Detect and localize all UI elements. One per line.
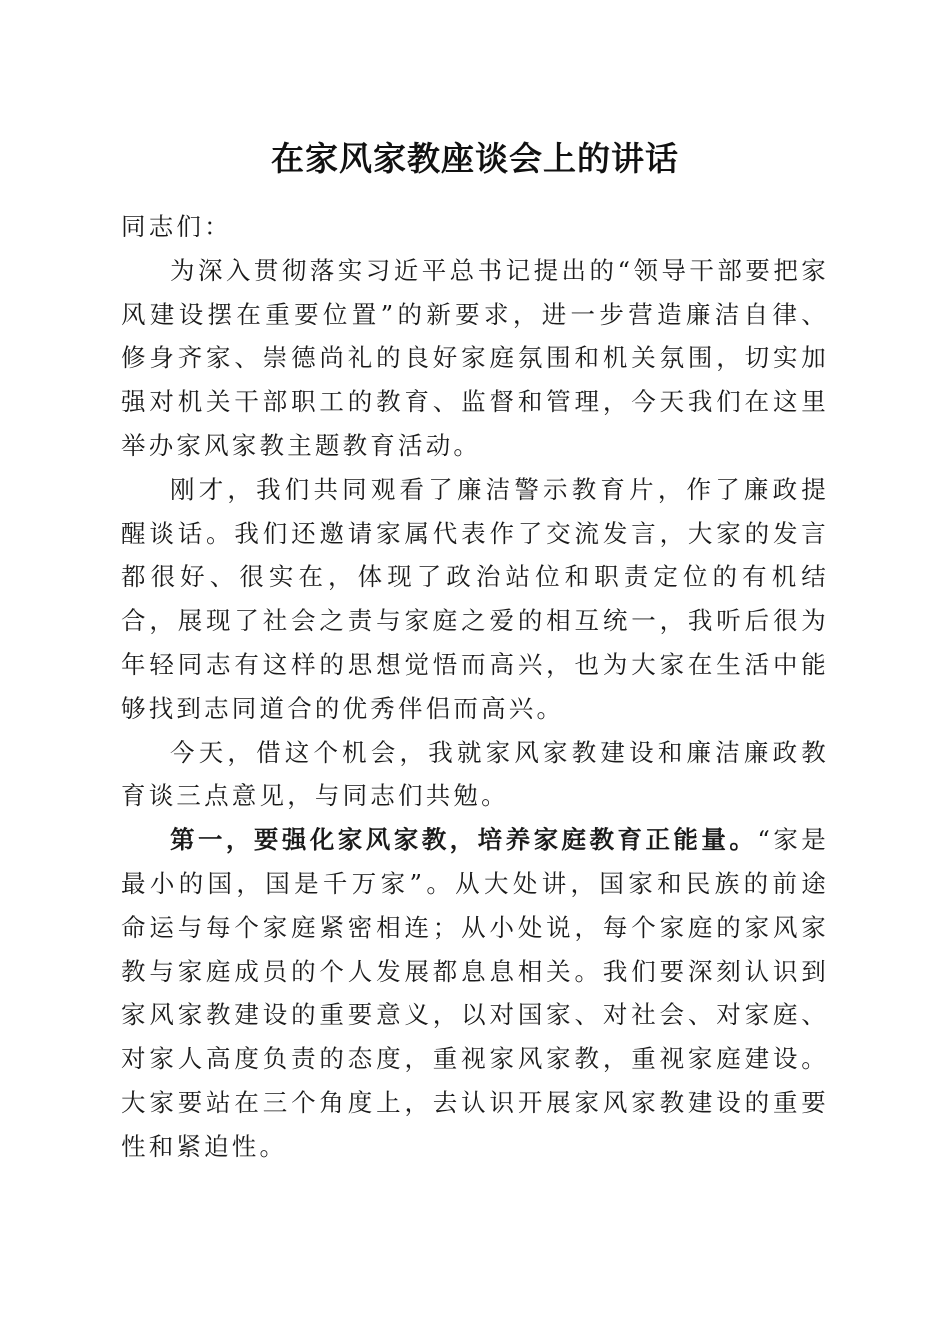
paragraph-opinions: 今天，借这个机会，我就家风家教建设和廉洁廉政教育谈三点意见，与同志们共勉。 — [121, 737, 829, 811]
paragraph-activities: 刚才，我们共同观看了廉洁警示教育片，作了廉政提醒谈话。我们还邀请家属代表作了交流发言，大家的发言都很好、很实在，体现了政治站位和职责定位的有机结合，展现了社会之责与家庭之爱的相互统一，我听后很为年轻同志有这样的思想觉悟而高兴，也为大家在生活中能够找到志同道合的优秀伴侣而高兴。 — [121, 474, 829, 723]
document-title: 在家风家教座谈会上的讲话 — [271, 139, 679, 178]
salutation: 同志们： — [121, 212, 232, 241]
point-one-heading: 第一，要强化家风家教，培养家庭教育正能量。 — [170, 825, 758, 855]
paragraph-intro: 为深入贯彻落实习近平总书记提出的“领导干部要把家风建设摆在重要位置”的新要求，进一步营造廉洁自律、修身齐家、崇德尚礼的良好家庭氛围和机关氛围，切实加强对机关干部职工的教育、监督和管理，今天我们在这里举办家风家教主题教育活动。 — [121, 255, 829, 460]
paragraph-point-one — [121, 818, 829, 1168]
document-body — [121, 205, 829, 1169]
point-one-text: “家是最小的国，国是千万家”。从大处讲，国家和民族的前途命运与每个家庭紧密相连；从小处说，每个家庭的家风家教与家庭成员的个人发展都息息相关。我们要深刻认识到家风家教建设的重要意义，以对国家、对社会、对家庭、对家人高度负责的态度，重视家风家教，重视家庭建设。大家要站在三个角度上，去认识开展家风家教建设的重要性和紧迫性。 — [121, 825, 830, 1161]
